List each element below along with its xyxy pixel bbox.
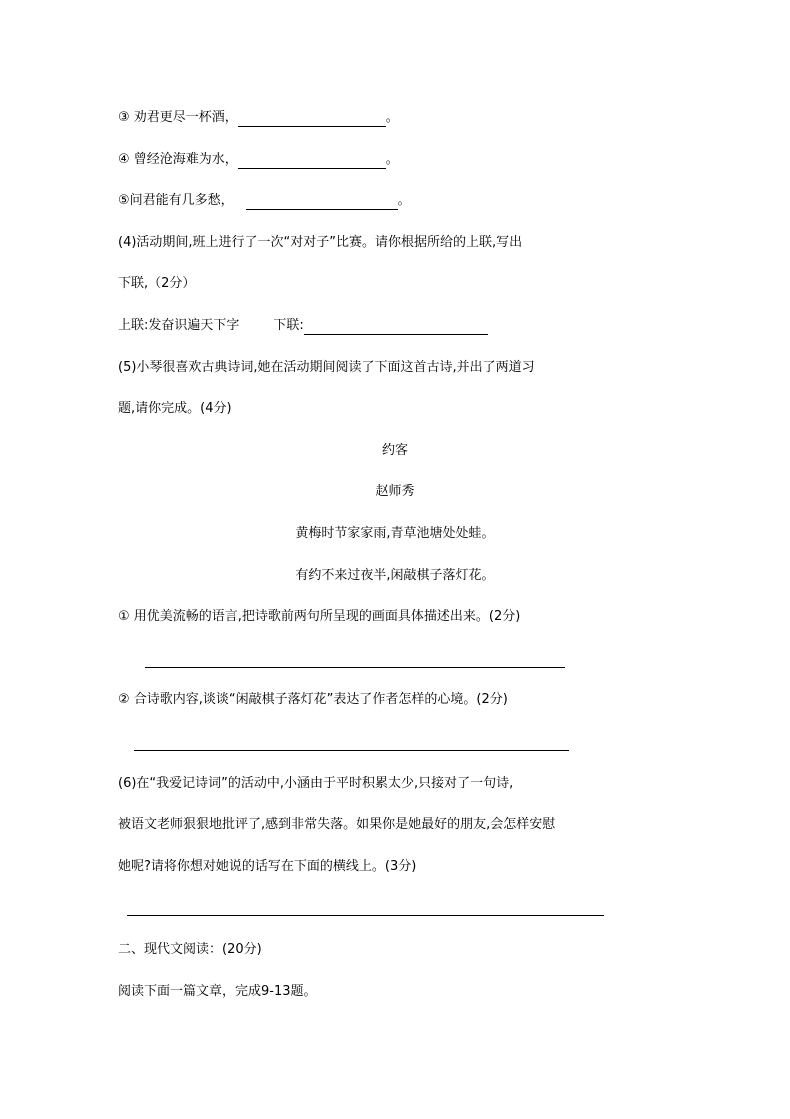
poem-author: 赵师秀 [375,484,415,499]
q6-line2: 被语文老师狠狠地批评了,感到非常失落。如果你是她最好的朋友,会怎样安慰 [118,817,556,832]
fill-item-4-end: 。 [385,152,399,167]
upper-couplet: 上联:发奋识遍天下字 [118,318,240,333]
answer-line-2[interactable] [134,750,569,751]
fill-item-4 [118,151,399,169]
q6-line1: (6)在“我爱记诗词”的活动中,小涵由于平时积累太少,只接对了一句诗, [118,776,514,791]
q6-line3: 她呢?请将你想对她说的话写在下面的横线上。(3分) [118,859,417,874]
poem-line-1: 黄梅时节家家雨,青草池塘处处蛙。 [295,526,495,541]
answer-line-3[interactable] [127,915,604,916]
fill-item-3-end: 。 [385,110,399,125]
section2-heading: 二、现代文阅读：(20分) [118,942,262,957]
q5-line1: (5)小琴很喜欢古典诗词,她在活动期间阅读了下面这首古诗,并出了两道习 [118,360,535,375]
fill-item-5-end: 。 [397,193,411,208]
lower-couplet-label: 下联: [273,318,304,333]
poem-title: 约客 [381,443,408,458]
fill-item-3-text: ③ 劝君更尽一杯酒， [118,110,238,125]
q4-line2: 下联,（2分） [118,276,196,291]
lower-couplet-blank[interactable] [304,320,488,335]
q5-sub-1: ① 用优美流畅的语言,把诗歌前两句所呈现的画面具体描述出来。(2分) [118,609,521,624]
q4-line1: (4)活动期间,班上进行了一次“对对子”比赛。请你根据所给的上联,写出 [118,235,523,250]
section2-instruction: 阅读下面一篇文章，完成9-13题。 [118,984,317,999]
answer-blank[interactable] [238,154,386,169]
answer-blank[interactable] [238,112,386,127]
q4-couplet [118,317,488,335]
q5-line2: 题,请你完成。(4分) [118,401,232,416]
fill-item-3 [118,109,399,127]
q5-sub-2: ② 合诗歌内容,谈谈“闲敲棋子落灯花”表达了作者怎样的心境。(2分) [118,692,508,707]
answer-line-1[interactable] [145,667,565,668]
fill-item-5 [118,192,411,210]
fill-item-5-text: ⑤问君能有几多愁， [118,193,234,208]
poem-line-2: 有约不来过夜半,闲敲棋子落灯花。 [295,568,495,583]
answer-blank[interactable] [246,195,398,210]
fill-item-4-text: ④ 曾经沧海难为水， [118,152,238,167]
